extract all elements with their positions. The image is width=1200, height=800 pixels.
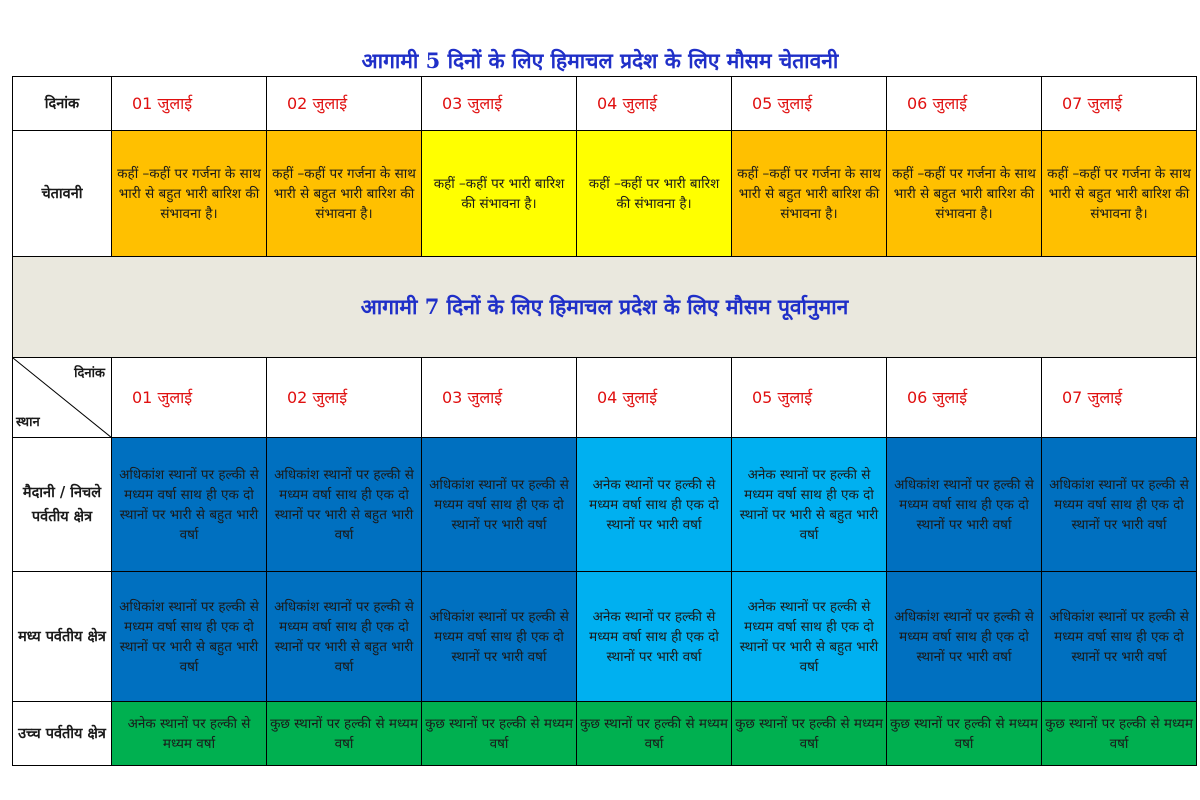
forecast-cell: कुछ स्थानों पर हल्की से मध्यम वर्षा bbox=[887, 702, 1042, 766]
warning-row bbox=[13, 131, 1197, 257]
warning-cell: कहीं –कहीं पर गर्जना के साथ भारी से बहुत भारी बारिश की संभावना है। bbox=[732, 131, 887, 257]
forecast-date: 01 जुलाई bbox=[112, 358, 267, 438]
region-label: मध्य पर्वतीय क्षेत्र bbox=[13, 572, 112, 702]
corner-cell bbox=[13, 358, 112, 438]
warning-cell: कहीं –कहीं पर भारी बारिश की संभावना है। bbox=[577, 131, 732, 257]
warning-date-row bbox=[13, 77, 1197, 131]
forecast-cell: अनेक स्थानों पर हल्की से मध्यम वर्षा साथ ही एक दो स्थानों पर भारी वर्षा bbox=[577, 438, 732, 572]
forecast-cell: कुछ स्थानों पर हल्की से मध्यम वर्षा bbox=[422, 702, 577, 766]
forecast-cell: अनेक स्थानों पर हल्की से मध्यम वर्षा bbox=[112, 702, 267, 766]
forecast-cell: अधिकांश स्थानों पर हल्की से मध्यम वर्षा साथ ही एक दो स्थानों पर भारी से बहुत भारी वर्षा bbox=[267, 572, 422, 702]
forecast-cell: अधिकांश स्थानों पर हल्की से मध्यम वर्षा साथ ही एक दो स्थानों पर भारी से बहुत भारी वर्षा bbox=[112, 572, 267, 702]
forecast-date: 07 जुलाई bbox=[1042, 358, 1197, 438]
forecast-cell: कुछ स्थानों पर हल्की से मध्यम वर्षा bbox=[1042, 702, 1197, 766]
forecast-cell: अधिकांश स्थानों पर हल्की से मध्यम वर्षा साथ ही एक दो स्थानों पर भारी वर्षा bbox=[1042, 572, 1197, 702]
weather-table bbox=[12, 76, 1197, 766]
forecast-cell: अधिकांश स्थानों पर हल्की से मध्यम वर्षा साथ ही एक दो स्थानों पर भारी वर्षा bbox=[887, 572, 1042, 702]
corner-date-label: दिनांक bbox=[74, 366, 105, 381]
warning-date: 06 जुलाई bbox=[887, 77, 1042, 131]
warning-title: आगामी 5 दिनों के लिए हिमाचल प्रदेश के लिए मौसम चेतावनी bbox=[361, 48, 839, 73]
region-label: उच्च पर्वतीय क्षेत्र bbox=[13, 702, 112, 766]
forecast-date: 03 जुलाई bbox=[422, 358, 577, 438]
forecast-cell: अनेक स्थानों पर हल्की से मध्यम वर्षा साथ ही एक दो स्थानों पर भारी से बहुत भारी वर्षा bbox=[732, 572, 887, 702]
region-row bbox=[13, 702, 1197, 766]
warning-date: 01 जुलाई bbox=[112, 77, 267, 131]
warning-cell: कहीं –कहीं पर भारी बारिश की संभावना है। bbox=[422, 131, 577, 257]
forecast-cell: कुछ स्थानों पर हल्की से मध्यम वर्षा bbox=[577, 702, 732, 766]
warning-date: 02 जुलाई bbox=[267, 77, 422, 131]
warning-date: 07 जुलाई bbox=[1042, 77, 1197, 131]
date-label: दिनांक bbox=[13, 77, 112, 131]
forecast-cell: अधिकांश स्थानों पर हल्की से मध्यम वर्षा साथ ही एक दो स्थानों पर भारी वर्षा bbox=[1042, 438, 1197, 572]
warning-cell: कहीं –कहीं पर गर्जना के साथ भारी से बहुत भारी बारिश की संभावना है। bbox=[1042, 131, 1197, 257]
warning-label: चेतावनी bbox=[13, 131, 112, 257]
forecast-cell: कुछ स्थानों पर हल्की से मध्यम वर्षा bbox=[267, 702, 422, 766]
forecast-title: आगामी 7 दिनों के लिए हिमाचल प्रदेश के लिए मौसम पूर्वानुमान bbox=[360, 294, 849, 319]
forecast-cell: अधिकांश स्थानों पर हल्की से मध्यम वर्षा साथ ही एक दो स्थानों पर भारी से बहुत भारी वर्षा bbox=[112, 438, 267, 572]
region-row bbox=[13, 438, 1197, 572]
forecast-cell: अधिकांश स्थानों पर हल्की से मध्यम वर्षा साथ ही एक दो स्थानों पर भारी वर्षा bbox=[422, 572, 577, 702]
warning-date: 05 जुलाई bbox=[732, 77, 887, 131]
forecast-cell: कुछ स्थानों पर हल्की से मध्यम वर्षा bbox=[732, 702, 887, 766]
warning-date: 03 जुलाई bbox=[422, 77, 577, 131]
forecast-date: 04 जुलाई bbox=[577, 358, 732, 438]
forecast-cell: अधिकांश स्थानों पर हल्की से मध्यम वर्षा साथ ही एक दो स्थानों पर भारी से बहुत भारी वर्षा bbox=[267, 438, 422, 572]
corner-place-label: स्थान bbox=[16, 415, 40, 430]
forecast-date: 06 जुलाई bbox=[887, 358, 1042, 438]
forecast-date: 05 जुलाई bbox=[732, 358, 887, 438]
forecast-cell: अनेक स्थानों पर हल्की से मध्यम वर्षा साथ ही एक दो स्थानों पर भारी से बहुत भारी वर्षा bbox=[732, 438, 887, 572]
forecast-cell: अनेक स्थानों पर हल्की से मध्यम वर्षा साथ ही एक दो स्थानों पर भारी वर्षा bbox=[577, 572, 732, 702]
forecast-date-row bbox=[13, 358, 1197, 438]
region-row bbox=[13, 572, 1197, 702]
forecast-title-band bbox=[13, 257, 1197, 358]
warning-cell: कहीं –कहीं पर गर्जना के साथ भारी से बहुत भारी बारिश की संभावना है। bbox=[887, 131, 1042, 257]
forecast-cell: अधिकांश स्थानों पर हल्की से मध्यम वर्षा साथ ही एक दो स्थानों पर भारी वर्षा bbox=[422, 438, 577, 572]
forecast-date: 02 जुलाई bbox=[267, 358, 422, 438]
warning-cell: कहीं –कहीं पर गर्जना के साथ भारी से बहुत भारी बारिश की संभावना है। bbox=[112, 131, 267, 257]
region-label: मैदानी / निचले पर्वतीय क्षेत्र bbox=[13, 438, 112, 572]
warning-cell: कहीं –कहीं पर गर्जना के साथ भारी से बहुत भारी बारिश की संभावना है। bbox=[267, 131, 422, 257]
forecast-title-row bbox=[13, 257, 1197, 358]
forecast-cell: अधिकांश स्थानों पर हल्की से मध्यम वर्षा साथ ही एक दो स्थानों पर भारी वर्षा bbox=[887, 438, 1042, 572]
warning-date: 04 जुलाई bbox=[577, 77, 732, 131]
